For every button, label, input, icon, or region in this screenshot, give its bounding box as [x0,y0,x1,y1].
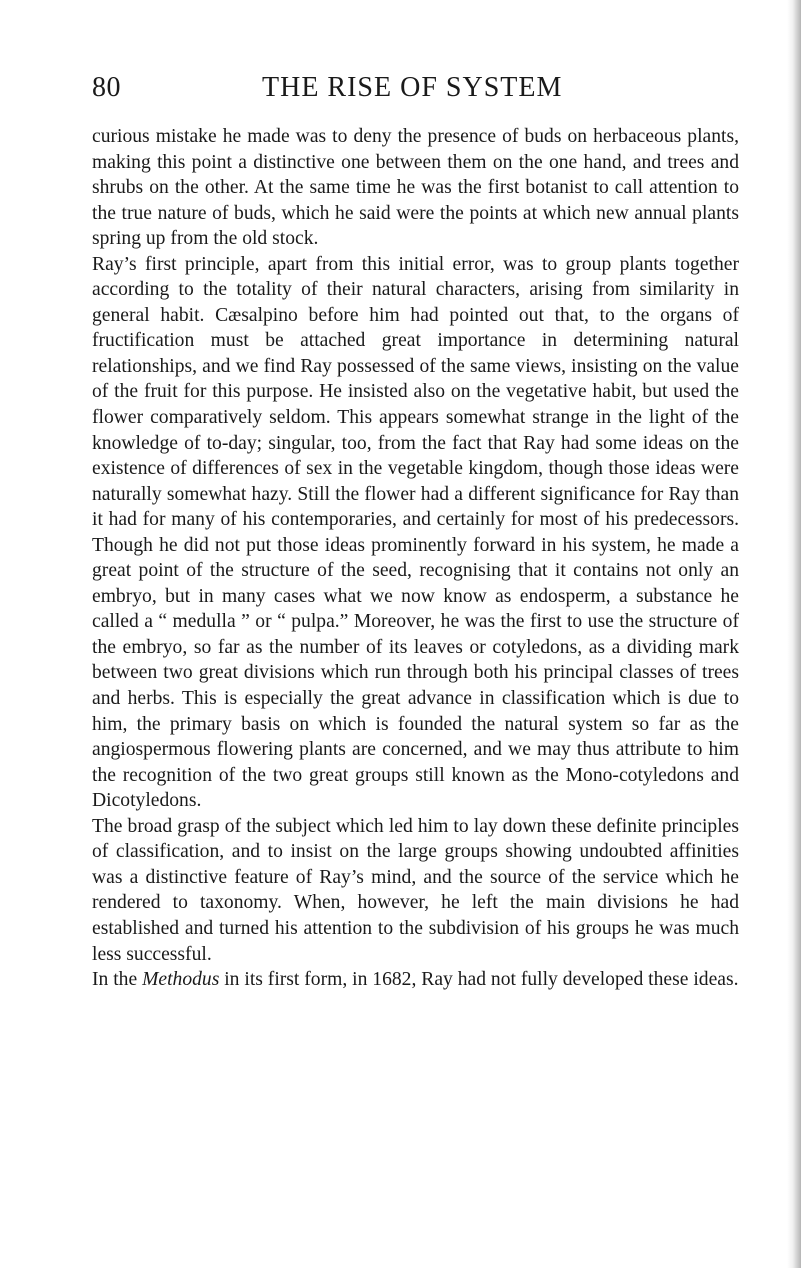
page-edge-shadow [787,0,801,1268]
book-title: Methodus [142,969,220,991]
running-head: THE RISE OF SYSTEM [262,72,563,103]
paragraph: Ray’s first principle, apart from this initial error, was to group plants together according to the totality of their natural characters, arising from similarity in general habit. Cæsalpino before him had pointed out that, to the organs of fructification must be attached great importance in determining natural relationships, and we find Ray possessed of the same views, insisting on the value of the fruit for this purpose. He insisted also on the vegetative habit, but used the flower comparatively seldom. This appears somewhat strange in the light of the knowledge of to-day; singular, too, from the fact that Ray had some ideas on the existence of differences of sex in the vegetable kingdom, though those ideas were naturally somewhat hazy. Still the flower had a different significance for Ray than it had for many of his contemporaries, and certainly for most of his predecessors. Though he did not put those ideas prominently forward in his system, he made a great point of the structure of the seed, recognising that it contains not only an embryo, but in many cases what we now know as endosperm, a substance he called a “ medulla ” or “ pulpa.” Moreover, he was the first to use the structure of the embryo, so far as the number of its leaves or cotyledons, as a dividing mark between two great divisions which run through both his principal classes of trees and herbs. This is especially the great advance in classification which is due to him, the primary basis on which is founded the natural system so far as the angiospermous flowering plants are concerned, and we may thus attribute to him the recognition of the two great groups still known as the Mono-cotyledons and Dicotyledons. [92,253,739,812]
page-header [92,72,742,112]
paragraph: curious mistake he made was to deny the presence of buds on herbaceous plants, making this point a distinctive one between them on the one hand, and trees and shrubs on the other. At the same time he was the first botanist to call attention to the true nature of buds, which he said were the points at which new annual plants spring up from the old stock. [92,126,739,250]
body-text [92,124,739,993]
paragraph-methodus [92,967,739,993]
paragraph-text: in its first form, in 1682, Ray had not fully developed these ideas. [219,969,739,991]
paragraph: The broad grasp of the subject which led him to lay down these definite principles of classification, and to insist on the large groups showing undoubted affinities was a distinctive feature of Ray’s mind, and the source of the service which he rendered to taxonomy. When, however, he left the main divisions he had established and turned his attention to the subdivision of his groups he was much less successful. [92,815,739,965]
paragraph-text: In the [92,969,143,991]
page-number: 80 [92,72,121,103]
